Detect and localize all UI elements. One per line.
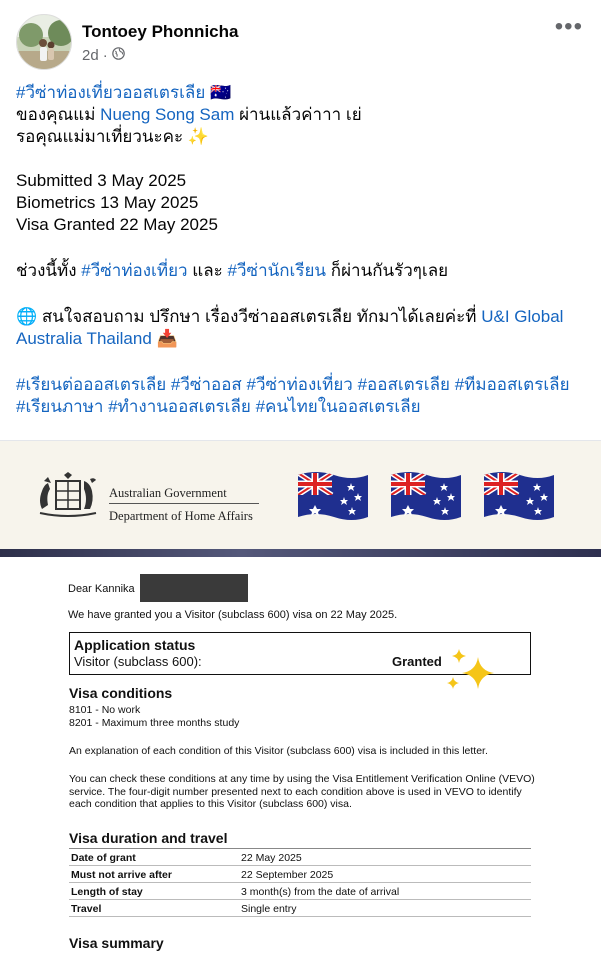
author-name[interactable]: Tontoey Phonnicha [82,22,239,41]
government-header [0,441,601,549]
row-value: 22 September 2025 [241,869,334,881]
gov-title: Australian Government [109,486,227,500]
gov-department: Department of Home Affairs [109,509,253,523]
redaction-box [140,574,248,602]
visa-granted-line: Visa Granted 22 May 2025 [16,215,218,234]
text-line-3 [16,126,591,148]
row-label: Date of grant [71,852,136,864]
grant-sentence: We have granted you a Visitor (subclass 600) visa on 22 May 2025. [68,609,398,621]
australia-flag-icon [296,469,370,523]
text-line-9 [16,306,591,328]
status-value: Granted [392,654,442,669]
text-span: รอคุณแม่มาเที่ยวนะคะ [16,127,184,146]
page-link[interactable]: U&I Global [481,307,564,326]
row-label: Length of stay [71,886,143,898]
globe-icon[interactable] [112,47,125,64]
more-options-button[interactable]: ••• [554,13,583,40]
post-time[interactable]: 2d [82,47,99,64]
coat-of-arms-icon [34,471,102,521]
hashtag-link[interactable]: #วีซ่าท่องเที่ยวออสเตรเลีย [16,83,206,102]
conditions-explanation: An explanation of each condition of this Visitor (subclass 600) visa is included in this letter. [69,745,488,757]
gov-divider [109,503,259,504]
duration-table [69,848,531,917]
sparkles-icon [444,647,500,699]
text-span: ช่วงนี้ทั้ง [16,261,82,280]
text-line-8 [16,260,591,282]
text-span: ผ่านแล้วค่าาา เย่ [234,105,362,124]
visa-summary-title: Visa summary [69,935,164,951]
hashtag-link[interactable]: #วีซ่าท่องเที่ยว [81,261,188,280]
globe-emoji: 🌐 [16,307,38,326]
text-span: สนใจสอบถาม ปรึกษา เรื่องวีซ่าออสเตรเลีย ทักมาได้เลยค่ะที่ [37,307,482,326]
row-value: Single entry [241,903,297,915]
vevo-paragraph: You can check these conditions at any time by using the Visa Entitlement Verification Online (VEVO) service. The four-digit number presented next to each condition above is used in VEVO to identify each condition that applies to this Visitor (subclass 600) visa. [69,773,535,810]
table-row [69,849,531,866]
table-row [69,900,531,917]
condition-item: 8101 - No work [69,704,141,716]
australia-flag-icon [389,469,463,523]
letter-salutation: Dear Kannika [68,583,135,595]
post-header [0,0,601,80]
row-label: Must not arrive after [71,869,172,881]
hashtag-link[interactable]: #วีซ่านักเรียน [227,261,327,280]
row-value: 3 month(s) from the date of arrival [241,886,400,898]
visa-letter [0,557,601,960]
hashtags-line-1[interactable]: #เรียนต่อออสเตรเลีย #วีซ่าออส #วีซ่าท่องเที่ยว #ออสเตรเลีย #ทีมออสเตรเลีย [16,375,570,394]
inbox-tray-emoji: 📥 [156,329,178,348]
avatar[interactable] [16,14,72,70]
sparkles-emoji: ✨ [187,127,210,146]
text-span: และ [187,261,228,280]
text-span: ของคุณแม่ [16,105,101,124]
status-label: Visitor (subclass 600): [74,654,202,669]
post-text [16,82,591,418]
australia-flag-emoji: 🇦🇺 [210,83,232,102]
australia-flag-icon [482,469,556,523]
condition-item: 8201 - Maximum three months study [69,717,240,729]
text-span: ก็ผ่านกันรัวๆเลย [326,261,449,280]
text-line-2 [16,104,591,126]
meta-separator: · [102,47,108,64]
page-link[interactable]: Australia Thailand [16,329,152,348]
mention-link[interactable]: Nueng Song Sam [100,105,235,124]
conditions-title: Visa conditions [69,685,173,701]
text-line-1 [16,82,591,104]
status-title: Application status [74,637,196,653]
biometrics-line: Biometrics 13 May 2025 [16,193,199,212]
row-label: Travel [71,903,102,915]
post-image[interactable] [0,440,601,960]
row-value: 22 May 2025 [241,852,302,864]
table-row [69,883,531,900]
duration-title: Visa duration and travel [69,830,228,846]
table-row [69,866,531,883]
submitted-line: Submitted 3 May 2025 [16,171,187,190]
header-band [0,549,601,557]
hashtags-line-2[interactable]: #เรียนภาษา #ทำงานออสเตรเลีย #คนไทยในออสเตรเลีย [16,397,421,416]
post-meta [82,47,125,64]
text-line-10 [16,328,591,350]
